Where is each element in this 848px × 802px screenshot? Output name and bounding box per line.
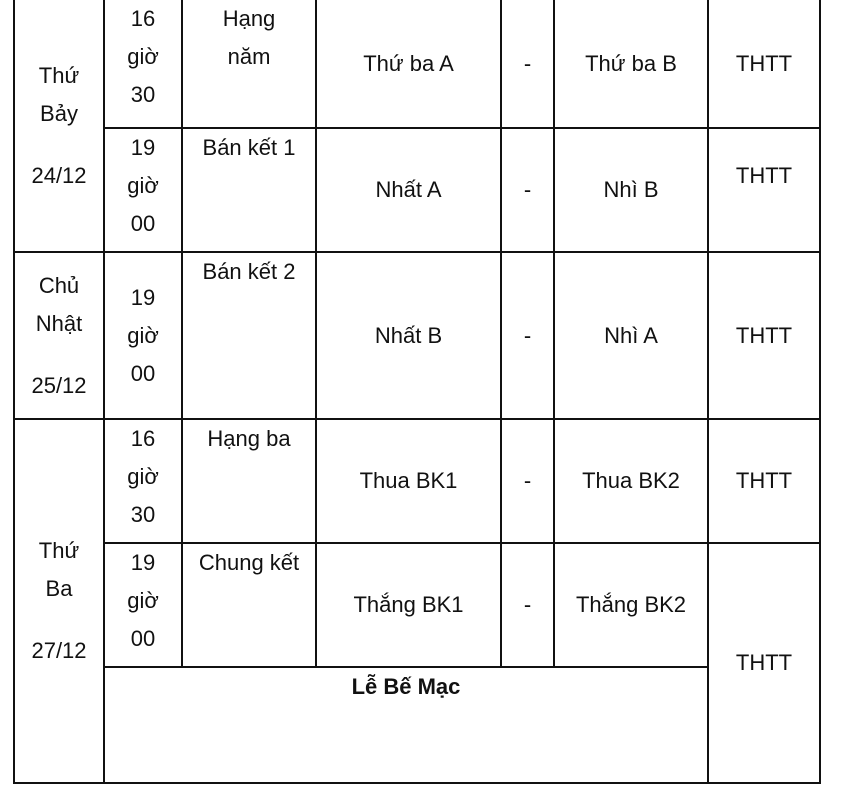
table-row <box>14 0 820 128</box>
stage-text: Hạng <box>222 6 276 31</box>
stage-text: năm <box>227 44 271 69</box>
separator-cell: - <box>501 0 554 128</box>
closing-ceremony-cell: Lễ Bế Mạc <box>104 667 708 783</box>
home-team-cell: Thắng BK1 <box>316 543 501 667</box>
away-team-cell: Thứ ba B <box>554 0 708 128</box>
away-team-cell: Nhì A <box>554 252 708 419</box>
away-team-cell: Thắng BK2 <box>554 543 708 667</box>
weekday-text: Bảy <box>40 100 78 126</box>
stage-cell <box>182 0 316 128</box>
table-row <box>14 128 820 252</box>
time-cell <box>104 543 182 667</box>
table-row <box>14 667 820 783</box>
hour-text: 19 <box>130 550 156 575</box>
weekday-text: Ba <box>45 576 73 601</box>
away-team-cell: Nhì B <box>554 128 708 252</box>
weekday-text: Nhật <box>35 310 83 336</box>
date-text: 25/12 <box>31 372 87 398</box>
table-row <box>14 419 820 543</box>
broadcast-cell: THTT <box>708 252 820 419</box>
time-unit-text: giờ <box>127 464 159 489</box>
time-unit-text: giờ <box>127 588 159 613</box>
time-unit-text: giờ <box>127 44 159 69</box>
home-team-cell: Thứ ba A <box>316 0 501 128</box>
broadcast-cell: THTT <box>708 543 820 783</box>
hour-text: 19 <box>130 284 156 310</box>
stage-cell: Bán kết 2 <box>182 252 316 419</box>
broadcast-cell: THTT <box>708 128 820 252</box>
weekday-text: Thứ <box>38 62 80 88</box>
stage-cell: Hạng ba <box>182 419 316 543</box>
weekday-text: Chủ <box>38 272 80 298</box>
home-team-cell: Nhất A <box>316 128 501 252</box>
day-cell <box>14 252 104 419</box>
stage-cell: Bán kết 1 <box>182 128 316 252</box>
time-unit-text: giờ <box>127 322 159 348</box>
separator-cell: - <box>501 419 554 543</box>
time-cell <box>104 0 182 128</box>
day-cell <box>14 419 104 783</box>
separator-cell: - <box>501 128 554 252</box>
match-schedule-table <box>13 0 821 784</box>
day-cell <box>14 0 104 252</box>
minute-text: 00 <box>130 360 156 386</box>
time-cell <box>104 252 182 419</box>
time-cell <box>104 419 182 543</box>
stage-cell: Chung kết <box>182 543 316 667</box>
away-team-cell: Thua BK2 <box>554 419 708 543</box>
hour-text: 16 <box>130 426 156 451</box>
broadcast-cell: THTT <box>708 419 820 543</box>
home-team-cell: Thua BK1 <box>316 419 501 543</box>
date-text: 24/12 <box>31 162 87 188</box>
separator-cell: - <box>501 252 554 419</box>
broadcast-cell: THTT <box>708 0 820 128</box>
minute-text: 00 <box>130 626 156 651</box>
minute-text: 30 <box>130 82 156 107</box>
table-row <box>14 252 820 419</box>
time-cell <box>104 128 182 252</box>
date-text: 27/12 <box>31 638 87 663</box>
time-unit-text: giờ <box>127 173 159 198</box>
table-row <box>14 543 820 667</box>
hour-text: 19 <box>130 135 156 160</box>
minute-text: 00 <box>130 211 156 236</box>
minute-text: 30 <box>130 502 156 527</box>
weekday-text: Thứ <box>38 538 80 563</box>
home-team-cell: Nhất B <box>316 252 501 419</box>
hour-text: 16 <box>130 6 156 31</box>
separator-cell: - <box>501 543 554 667</box>
